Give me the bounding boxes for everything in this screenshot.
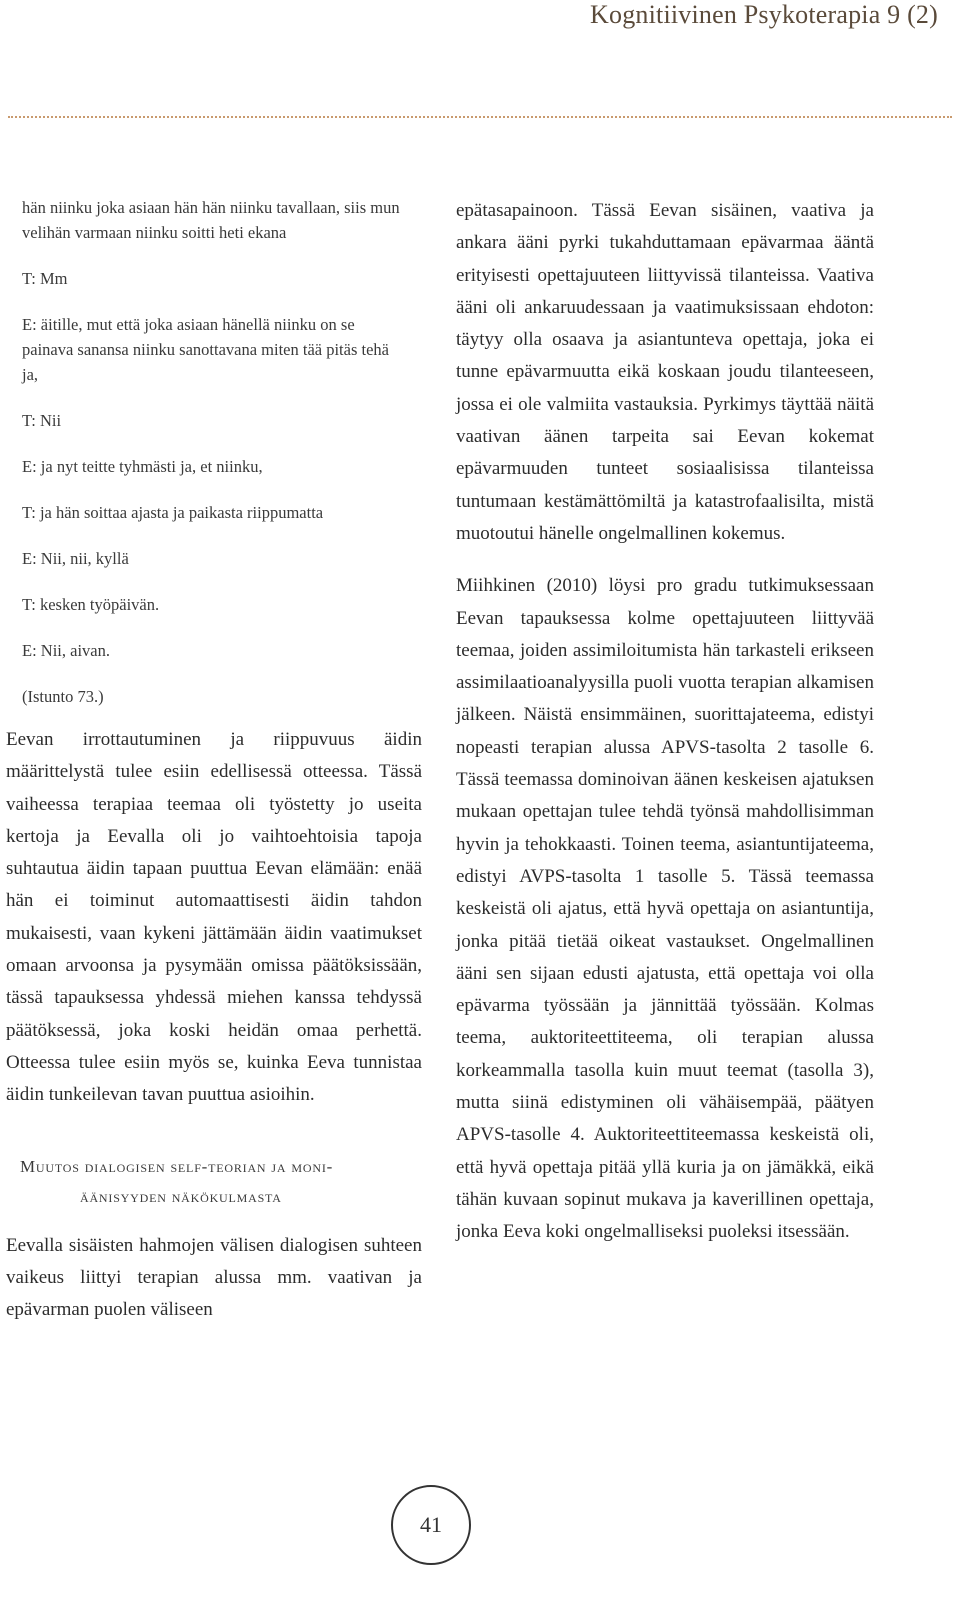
body-paragraph: epätasapainoon. Tässä Eevan sisäinen, vaativa ja ankara ääni pyrki tukahduttamaan epävarmaa ääntä erityisesti opettajuuteen liittyvissä tilanteissa. Vaativa ääni oli ankaruudessaan ja vaatimuksissaan ehdoton: täytyy olla osaava ja asiantunteva opettaja, joka ei tunne epävarmuutta eikä koskaan joudu tilanteeseen, jossa ei ole valmiita vastauksia. Pyrkimys täyttää näitä vaativan äänen tarpeita sai Eevan kokemat epävarmuuden tunteet sosiaalisissa tilanteissa tuntumaan kestämättömiltä ja katastrofaalisilta, mistä muotoutui hänelle ongelmallinen kokemus.: [456, 200, 874, 544]
transcript-turn: E: ja nyt teitte tyhmästi ja, et niinku,: [22, 457, 263, 476]
transcript-turn: T: Mm: [22, 269, 68, 288]
header-divider: [8, 116, 952, 118]
body-paragraph: Eevalla sisäisten hahmojen välisen dialogisen suhteen vaikeus liittyi terapian alussa mm. vaativan ja epävarman puolen väliseen: [6, 1234, 422, 1321]
left-column: [6, 195, 422, 1326]
transcript-turn: E: äitille, mut että joka asiaan hänellä niinku on se painava sanansa niinku sanottavana miten tää pitäs tehä ja,: [22, 315, 389, 384]
body-paragraph: Miihkinen (2010) löysi pro gradu tutkimuksessaan Eevan tapauksessa kolme opettajuuteen liittyvää teemaa, joiden assimiloitumista hän tarkasteli erikseen assimilaatioanalyysilla puoli vuotta terapian alkamisen jälkeen. Näistä ensimmäinen, suorittajateema, edistyi nopeasti terapian alussa APVS-tasolta 2 tasolle 6. Tässä teemassa dominoivan äänen keskeisen ajatuksen mukaan opettajan tulee tehdä työnsä mahdollisimman hyvin ja tehokkaasti. Toinen teema, asiantuntijateema, edistyi AVPS-tasolta 1 tasolle 5. Tässä teemassa keskeistä oli ajatus, että hyvä opettaja on asiantuntija, jonka pitää tietää oikeat vastaukset. Ongelmallinen ääni sen sijaan edusti ajatusta, että opettaja voi olla epävarma työssään ja jännittää työssään. Kolmas teema, auktoriteettiteema, oli terapian alussa korkeammalla tasolla kuin muut teemat (tasolla 3), mutta siinä edistyminen oli vähäisempää, päätyen APVS-tasolle 4. Auktoriteettiteemassa keskeistä oli, että hyvä opettaja pitää yllä kuria ja on jämäkkä, eikä tähän kuvaan sopinut mukava ja kaverillinen opettaja, jonka Eeva koki ongelmalliseksi puoleksi itsessään.: [456, 575, 874, 1243]
right-column: [456, 195, 874, 1249]
transcript-turn: E: Nii, nii, kyllä: [22, 549, 129, 568]
transcript-excerpt: [22, 195, 408, 709]
transcript-turn: T: Nii: [22, 411, 62, 430]
session-citation: (Istunto 73.): [22, 687, 104, 706]
page-number: 41: [391, 1485, 471, 1565]
transcript-turn: E: Nii, aivan.: [22, 641, 110, 660]
transcript-turn: T: kesken työpäivän.: [22, 595, 160, 614]
transcript-turn: hän niinku joka asiaan hän hän niinku tavallaan, siis mun velihän varmaan niinku soitti heti ekana: [22, 198, 400, 242]
section-heading: [20, 1152, 410, 1212]
section-heading-line2: äänisyyden näkökulmasta: [80, 1186, 282, 1206]
running-header: Kognitiivinen Psykoterapia 9 (2): [590, 0, 938, 29]
body-paragraph: Eevan irrottautuminen ja riippuvuus äidin määrittelystä tulee esiin edellisessä otteessa. Tässä vaiheessa terapiaa teemaa oli työstetty jo useita kertoja ja Eevalla oli jo vaihtoehtoisia tapoja suhtautua äidin tapaan puuttua Eevan elämään: enää hän ei toiminut automaattisesti äidin tahdon mukaisesti, vaan kykeni jättämään äidin vaatimukset omaan arvoonsa ja pysymään omissa päätöksissään, tässä tapauksessa yhdessä miehen kanssa tehdyssä päätöksessä, joka koski heidän omaa perhettä. Otteessa tulee esiin myös se, kuinka Eeva tunnistaa äidin tunkeilevan tavan puuttua asioihin.: [6, 729, 422, 1106]
section-heading-line1: Muutos dialogisen self-teorian ja moni-: [20, 1156, 334, 1176]
transcript-turn: T: ja hän soittaa ajasta ja paikasta riippumatta: [22, 503, 324, 522]
